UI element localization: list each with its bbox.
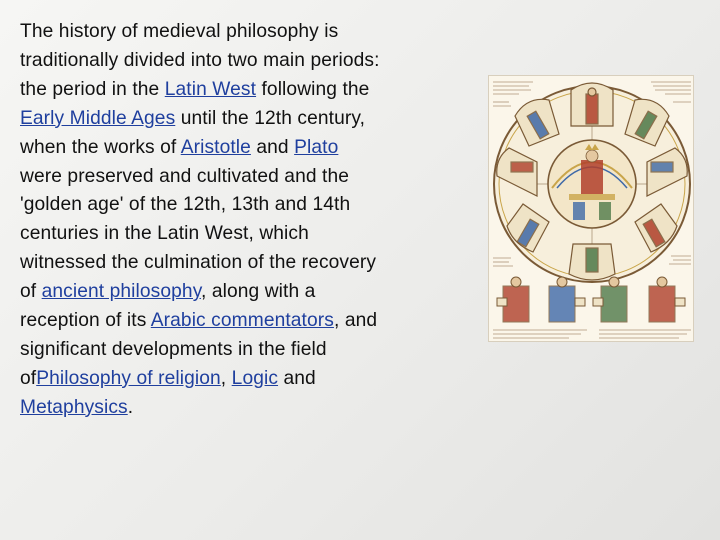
link-philosophy-of-religion[interactable]: Philosophy of religion [36, 367, 221, 389]
link-aristotle[interactable]: Aristotle [180, 136, 251, 158]
body-paragraph [20, 18, 382, 423]
link-early-middle-ages[interactable]: Early Middle Ages [20, 107, 176, 129]
link-ancient-philosophy[interactable]: ancient philosophy [41, 281, 201, 303]
text-segment: The history of medieval philosophy is traditionally divided into two main periods: the period in the [20, 21, 380, 100]
text-segment: were preserved and cultivated and the 'golden age' of the 12th, 13th and 14th centuries in the Latin West, which witnessed the culmination of the recovery of [20, 165, 377, 303]
manuscript-drawing [489, 76, 694, 342]
link-logic[interactable]: Logic [231, 367, 279, 389]
medieval-manuscript-illustration [488, 75, 694, 342]
text-segment: . [127, 396, 134, 418]
text-segment: , and significant developments in the field of [20, 310, 378, 389]
text-segment: and [250, 136, 295, 158]
link-arabic-commentators[interactable]: Arabic commentators [150, 310, 334, 332]
link-metaphysics[interactable]: Metaphysics [20, 396, 128, 418]
link-latin-west[interactable]: Latin West [164, 78, 257, 100]
text-segment: , along with a reception of its [20, 281, 316, 332]
text-segment: following the [256, 78, 370, 100]
text-segment: , [220, 367, 232, 389]
text-segment: and [278, 367, 316, 389]
text-segment: until the 12th century, when the works of [20, 107, 366, 158]
link-plato[interactable]: Plato [294, 136, 339, 158]
